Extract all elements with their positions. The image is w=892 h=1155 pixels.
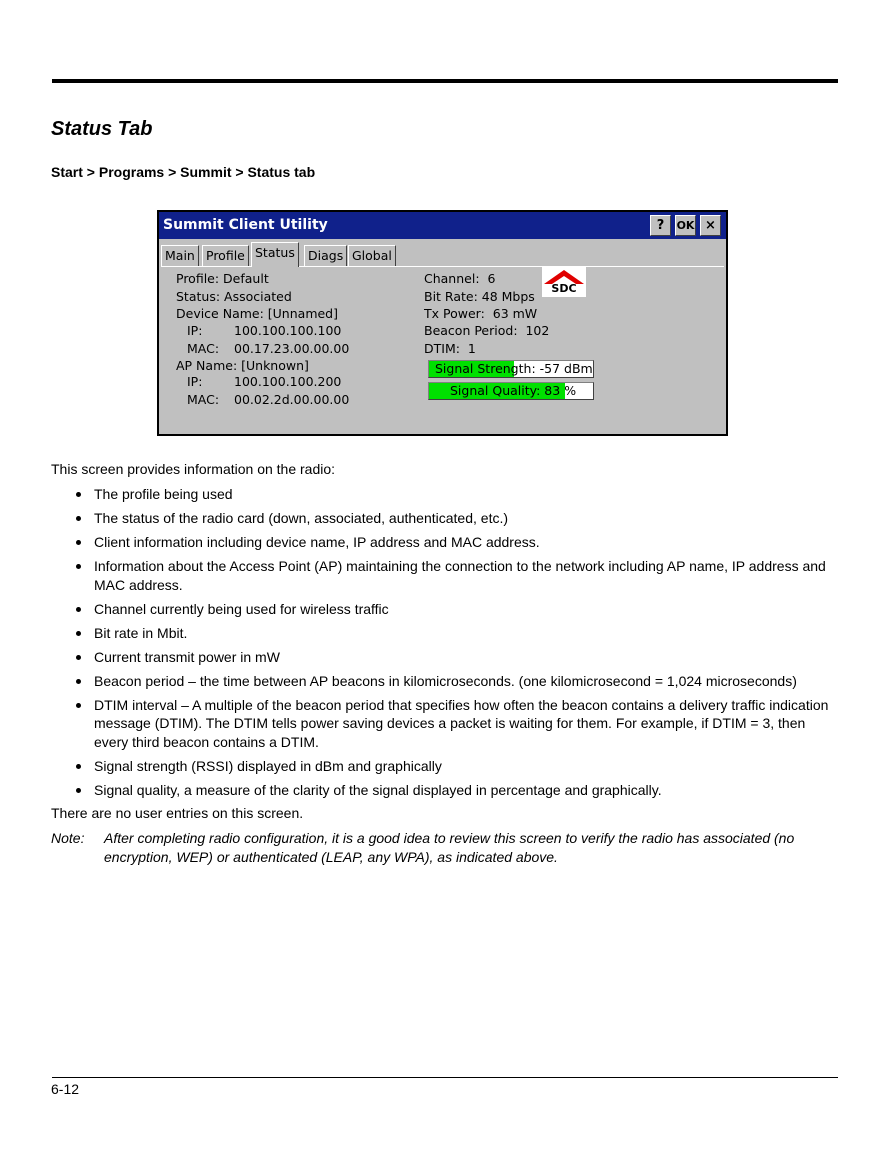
- signal-quality-label: Signal Quality: 83 %: [450, 383, 577, 398]
- header-rule: [52, 79, 838, 83]
- dtim-field: DTIM: 1: [424, 341, 476, 356]
- beacon-period-field: Beacon Period: 102: [424, 323, 550, 338]
- tab-diags[interactable]: Diags: [304, 245, 347, 266]
- tab-status[interactable]: Status: [251, 242, 299, 267]
- ap-name-field: AP Name: [Unknown]: [176, 358, 309, 373]
- tab-profile[interactable]: Profile: [202, 245, 249, 266]
- ap-ip-value: 100.100.100.200: [234, 374, 342, 389]
- signal-strength-meter: [428, 360, 594, 378]
- ap-mac-value: 00.02.2d.00.00.00: [234, 392, 350, 407]
- list-item: Beacon period – the time between AP beacons in kilomicroseconds. (one kilomicrosecond = 1,024 microseconds): [51, 672, 841, 691]
- client-ip-label: IP:: [187, 323, 203, 338]
- list-item: Signal quality, a measure of the clarity of the signal displayed in percentage and graphically.: [51, 781, 841, 800]
- page-title: Status Tab: [51, 118, 153, 140]
- note-label: Note:: [51, 830, 85, 846]
- tx-power-field: Tx Power: 63 mW: [424, 306, 538, 321]
- client-ip-value: 100.100.100.100: [234, 323, 342, 338]
- list-item: Current transmit power in mW: [51, 648, 841, 667]
- sdc-logo: [542, 267, 586, 297]
- client-mac-value: 00.17.23.00.00.00: [234, 341, 350, 356]
- client-mac-label: MAC:: [187, 341, 220, 356]
- list-item: Channel currently being used for wireless traffic: [51, 600, 841, 619]
- profile-field: Profile: Default: [176, 271, 269, 286]
- summit-client-window: [157, 210, 728, 436]
- list-item: The status of the radio card (down, associated, authenticated, etc.): [51, 509, 841, 528]
- list-item: Information about the Access Point (AP) maintaining the connection to the network including AP name, IP address and MAC address.: [51, 557, 841, 594]
- close-button[interactable]: ×: [700, 215, 721, 236]
- bit-rate-field: Bit Rate: 48 Mbps: [424, 289, 535, 304]
- footer-rule: [52, 1077, 838, 1078]
- radio-info-list: [51, 485, 841, 805]
- list-item: Bit rate in Mbit.: [51, 624, 841, 643]
- ap-ip-label: IP:: [187, 374, 203, 389]
- list-item: Client information including device name, IP address and MAC address.: [51, 533, 841, 552]
- list-item: DTIM interval – A multiple of the beacon period that specifies how often the beacon contains a delivery traffic indication message (DTIM). The DTIM tells power saving devices a packet is waiting for them. For example, if DTIM = 3, then every third beacon contains a DTIM.: [51, 696, 841, 752]
- intro-text: This screen provides information on the radio:: [51, 461, 336, 477]
- no-entries-text: There are no user entries on this screen.: [51, 805, 304, 821]
- list-item: Signal strength (RSSI) displayed in dBm and graphically: [51, 757, 841, 776]
- device-name-field: Device Name: [Unnamed]: [176, 306, 338, 321]
- channel-field: Channel: 6: [424, 271, 496, 286]
- help-button[interactable]: ?: [650, 215, 671, 236]
- list-item: The profile being used: [51, 485, 841, 504]
- ok-button[interactable]: OK: [675, 215, 696, 236]
- page-number: 6-12: [51, 1081, 80, 1097]
- status-field: Status: Associated: [176, 289, 292, 304]
- note-text: After completing radio configuration, it is a good idea to review this screen to verify the radio has associated (no encryption, WEP) or authenticated (LEAP, any WPA), as indicated above.: [104, 830, 795, 865]
- window-title: Summit Client Utility: [163, 217, 328, 233]
- sdc-logo-text: SDC: [551, 282, 577, 295]
- signal-quality-meter: [428, 382, 594, 400]
- tab-main[interactable]: Main: [161, 245, 199, 266]
- signal-strength-label: Signal Strength: -57 dBm: [435, 361, 593, 376]
- breadcrumb: Start > Programs > Summit > Status tab: [51, 164, 316, 180]
- ap-mac-label: MAC:: [187, 392, 220, 407]
- window-titlebar: [159, 212, 726, 239]
- tab-global[interactable]: Global: [348, 245, 396, 266]
